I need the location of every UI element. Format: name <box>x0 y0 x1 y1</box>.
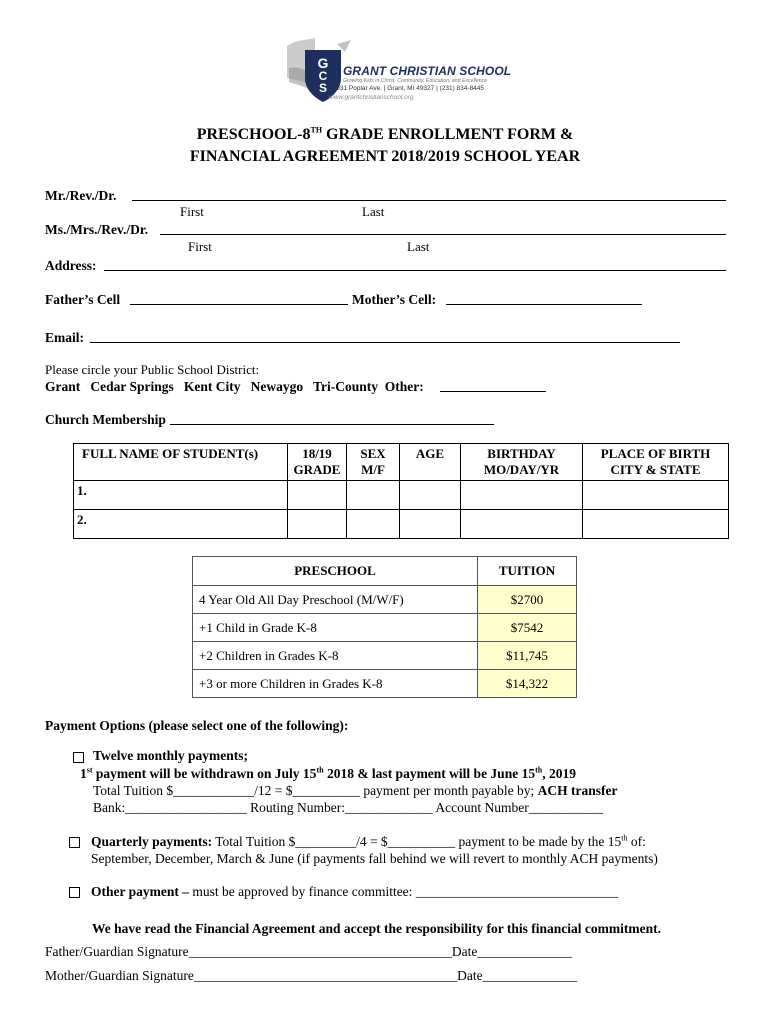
tuition-row-price: $11,745 <box>478 642 577 670</box>
school-logo <box>255 28 520 106</box>
school-website: www.grantchristianschool.org <box>329 94 414 101</box>
monthly-line3[interactable]: Bank:__________________ Routing Number:_____________ Account Number___________ <box>93 800 603 815</box>
tuition-header-price: TUITION <box>478 557 577 586</box>
form-title-line1: PRESCHOOL-8TH GRADE ENROLLMENT FORM & <box>196 125 574 143</box>
ms-name-field[interactable] <box>160 234 726 235</box>
monthly-line2[interactable]: Total Tuition $____________/12 = $__________ payment per month payable by; ACH transfer <box>93 783 618 798</box>
address-label: Address: <box>45 258 97 273</box>
mr-label: Mr./Rev./Dr. <box>45 188 117 203</box>
church-field[interactable] <box>170 424 494 425</box>
svg-text:C: C <box>318 69 328 83</box>
table-row <box>74 510 729 539</box>
svg-text:G: G <box>317 55 329 71</box>
father-cell-label: Father’s Cell <box>45 292 121 307</box>
row-1-birthday[interactable] <box>461 481 583 510</box>
tuition-row-label: +2 Children in Grades K-8 <box>193 642 478 670</box>
row-1-sex[interactable] <box>347 481 400 510</box>
quarterly-checkbox[interactable] <box>69 837 80 848</box>
tuition-row-price: $7542 <box>478 614 577 642</box>
address-field[interactable] <box>104 270 726 271</box>
col-age: AGE <box>400 444 461 481</box>
other-payment-line[interactable]: Other payment – must be approved by finance committee: ______________________________ <box>91 884 619 899</box>
email-label: Email: <box>45 330 84 345</box>
student-table-header <box>74 444 729 481</box>
table-row <box>193 586 577 614</box>
student-table <box>73 443 729 539</box>
col-full-name: FULL NAME OF STUDENT(s) <box>74 444 288 481</box>
row-2-birthday[interactable] <box>461 510 583 539</box>
school-tagline: Growing Kids in Christ, Community, Education, and Excellence <box>343 78 488 84</box>
row-2-age[interactable] <box>400 510 461 539</box>
mr-name-field[interactable] <box>132 200 726 201</box>
tuition-row-price: $2700 <box>478 586 577 614</box>
district-other-field[interactable] <box>440 391 546 392</box>
district-options[interactable]: Grant Cedar Springs Kent City Newaygo Tri-County Other: <box>45 379 424 394</box>
email-field[interactable] <box>90 342 680 343</box>
table-row <box>74 481 729 510</box>
monthly-checkbox[interactable] <box>73 752 84 763</box>
quarterly-line1[interactable]: Quarterly payments: Total Tuition $_________/4 = $__________ payment to be made by the 15th of: <box>91 833 646 849</box>
school-address: 12931 Poplar Ave. | Grant, MI 49327 | (231) 834-8445 <box>329 85 485 92</box>
form-title-line2: FINANCIAL AGREEMENT 2018/2019 SCHOOL YEAR <box>189 148 581 165</box>
other-checkbox[interactable] <box>69 887 80 898</box>
ms-last-hint: Last <box>407 239 430 254</box>
ms-label: Ms./Mrs./Rev./Dr. <box>45 222 148 237</box>
mr-first-hint: First <box>180 204 204 219</box>
mother-cell-label: Mother’s Cell: <box>352 292 437 307</box>
tuition-row-price: $14,322 <box>478 670 577 698</box>
row-2-birthplace[interactable] <box>583 510 729 539</box>
tuition-row-label: 4 Year Old All Day Preschool (M/W/F) <box>193 586 478 614</box>
district-prompt: Please circle your Public School District: <box>45 362 260 377</box>
row-1-grade[interactable] <box>288 481 347 510</box>
payment-heading: Payment Options (please select one of the following): <box>45 718 349 733</box>
mother-cell-field[interactable] <box>446 304 642 305</box>
agreement-statement: We have read the Financial Agreement and accept the responsibility for this financial commitment. <box>92 921 661 936</box>
ms-first-hint: First <box>188 239 212 254</box>
col-sex: SEX M/F <box>347 444 400 481</box>
row-1-birthplace[interactable] <box>583 481 729 510</box>
tuition-table <box>192 556 577 698</box>
table-row <box>193 642 577 670</box>
table-row <box>193 614 577 642</box>
mother-signature-line[interactable]: Mother/Guardian Signature_______________________________________Date______________ <box>45 968 578 983</box>
table-row <box>193 670 577 698</box>
row-2-sex[interactable] <box>347 510 400 539</box>
col-birthplace: PLACE OF BIRTH CITY & STATE <box>583 444 729 481</box>
col-birthday: BIRTHDAY MO/DAY/YR <box>461 444 583 481</box>
tuition-header-program: PRESCHOOL <box>193 557 478 586</box>
tuition-row-label: +1 Child in Grade K-8 <box>193 614 478 642</box>
row-2-grade[interactable] <box>288 510 347 539</box>
church-label: Church Membership <box>45 412 166 427</box>
row-2-name[interactable]: 2. <box>74 510 288 539</box>
col-grade: 18/19 GRADE <box>288 444 347 481</box>
father-signature-line[interactable]: Father/Guardian Signature_______________________________________Date______________ <box>45 944 572 959</box>
row-1-name[interactable]: 1. <box>74 481 288 510</box>
father-cell-field[interactable] <box>130 304 348 305</box>
monthly-title: Twelve monthly payments; <box>93 748 248 763</box>
school-name: GRANT CHRISTIAN SCHOOL <box>343 64 512 78</box>
quarterly-line2: September, December, March & June (if payments fall behind we will revert to monthly ACH payments) <box>91 851 658 866</box>
svg-text:S: S <box>318 81 328 95</box>
tuition-row-label: +3 or more Children in Grades K-8 <box>193 670 478 698</box>
row-1-age[interactable] <box>400 481 461 510</box>
mr-last-hint: Last <box>362 204 385 219</box>
monthly-line1: 1st payment will be withdrawn on July 15th 2018 & last payment will be June 15th, 2019 <box>80 765 576 781</box>
